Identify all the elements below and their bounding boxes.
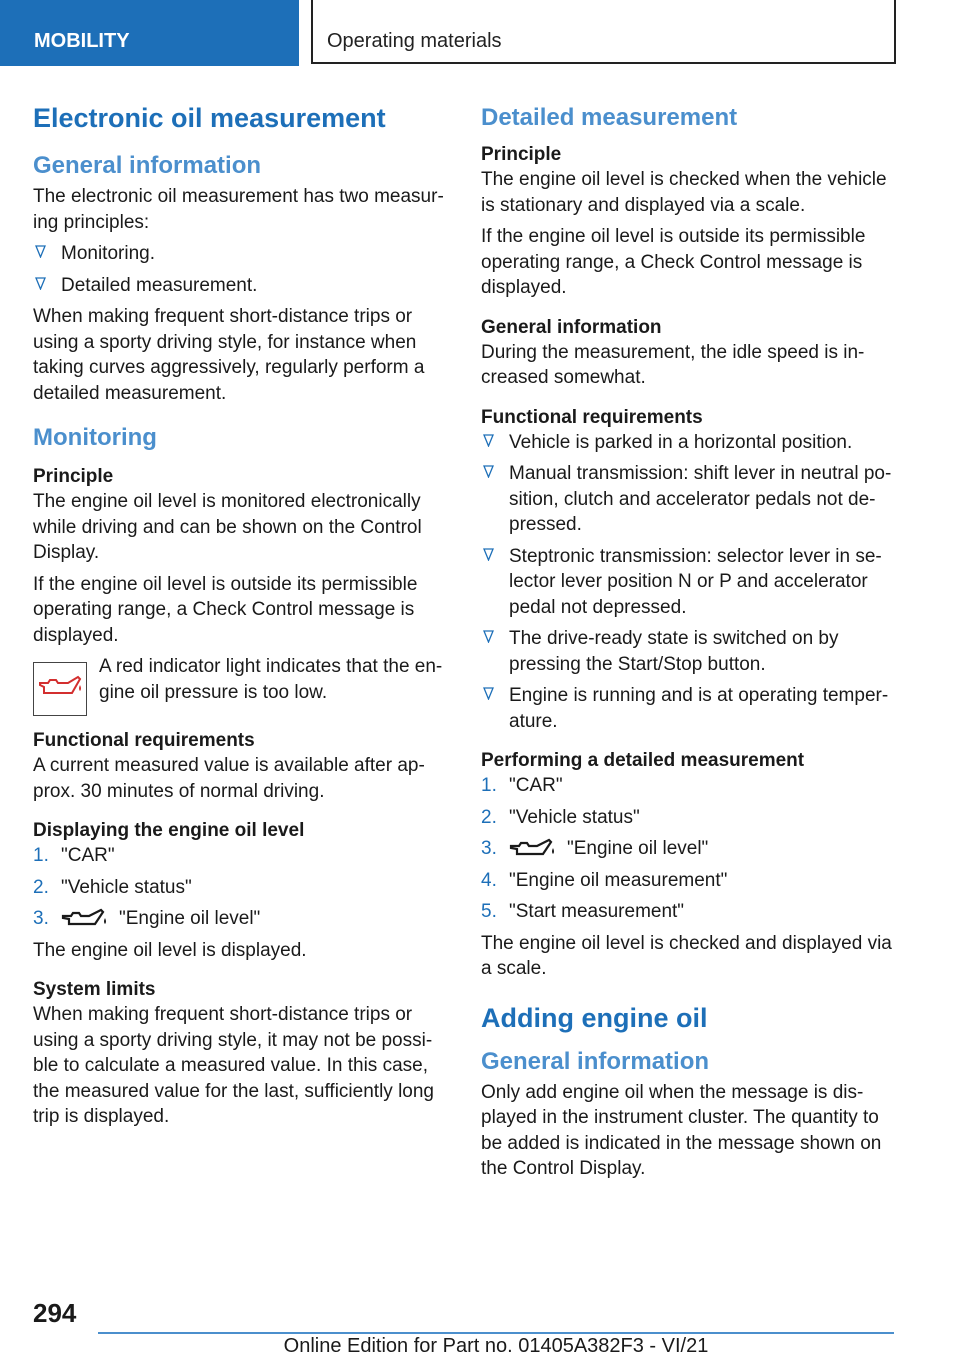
paragraph: When making frequent short-distance trips or using a sporty driving style, for instance when taking curves aggressively, regularly perform a detailed measurement. bbox=[33, 306, 425, 404]
list-item: 5. "Start measurement" bbox=[481, 901, 685, 922]
minor-heading-general-information: General information bbox=[481, 316, 662, 338]
paragraph: A current measured value is available after ap-prox. 30 minutes of normal driving. bbox=[33, 755, 425, 802]
list-item: 2. "Vehicle status" bbox=[481, 806, 640, 828]
numbered-list bbox=[33, 843, 448, 932]
triangle-bullet-icon bbox=[483, 434, 494, 447]
list-item: 3. "Engine oil level" bbox=[481, 838, 709, 859]
list-item: 2. "Vehicle status" bbox=[33, 876, 192, 898]
triangle-bullet-icon bbox=[35, 277, 46, 290]
list-item: Manual transmission: shift lever in neutral po-sition, clutch and accelerator pedals not de-pressed. bbox=[481, 461, 896, 538]
subheading-monitoring: Monitoring bbox=[33, 424, 157, 451]
subheading-detailed-measurement: Detailed measurement bbox=[481, 104, 738, 131]
list-item: Engine is running and is at operating temper-ature. bbox=[481, 683, 896, 734]
section-tab: MOBILITY bbox=[0, 0, 299, 66]
minor-heading-displaying-oil-level: Displaying the engine oil level bbox=[33, 820, 305, 841]
left-column bbox=[33, 96, 448, 1136]
warning-text: A red indicator light indicates that the en-gine oil pressure is too low. bbox=[99, 656, 443, 703]
list-item: Monitoring. bbox=[33, 241, 448, 267]
subheading-general-information: General information bbox=[481, 1047, 710, 1075]
paragraph: If the engine oil level is outside its permissible operating range, a Check Control message is displayed. bbox=[33, 573, 418, 646]
paragraph: Only add engine oil when the message is dis-played in the instrument cluster. The quantity to be added is indicated in the message shown on the Control Display. bbox=[481, 1081, 882, 1179]
section-heading-adding-oil: Adding engine oil bbox=[481, 1002, 708, 1033]
list-item: Detailed measurement. bbox=[33, 273, 448, 299]
section-heading-electronic-oil: Electronic oil measurement bbox=[33, 103, 386, 133]
list-item: 4. "Engine oil measurement" bbox=[481, 869, 728, 891]
paragraph: The engine oil level is monitored electronically while driving and can be shown on the Control Display. bbox=[33, 491, 422, 563]
list-item: Steptronic transmission: selector lever in se-lector lever position N or P and accelerator pedal not depressed. bbox=[481, 544, 896, 621]
page-number: 294 bbox=[33, 1298, 77, 1328]
numbered-list bbox=[481, 773, 896, 925]
list-item: The drive-ready state is switched on by pressing the Start/Stop button. bbox=[481, 626, 896, 677]
paragraph: The engine oil level is checked and displayed via a scale. bbox=[481, 932, 892, 979]
list-item: 1. "CAR" bbox=[481, 775, 563, 796]
subheading-general-information: General information bbox=[33, 152, 262, 179]
paragraph: The engine oil level is displayed. bbox=[33, 939, 307, 961]
list-item: 3. "Engine oil level" bbox=[33, 908, 261, 929]
edition-note: Online Edition for Part no. 01405A382F3 - VI/21 bbox=[283, 1335, 709, 1357]
minor-heading-principle: Principle bbox=[481, 144, 562, 165]
chapter-title: Operating materials bbox=[311, 0, 896, 64]
triangle-bullet-icon bbox=[35, 245, 46, 258]
paragraph: During the measurement, the idle speed is in-creased somewhat. bbox=[481, 341, 865, 388]
paragraph: When making frequent short-distance trips or using a sporty driving style, it may not be possi-ble to calculate a measured value. In this case, the measured value for the last, sufficiently long trip is displayed. bbox=[33, 1004, 434, 1127]
oil-pressure-indicator-icon bbox=[33, 662, 87, 716]
list-item: 1. "CAR" bbox=[33, 845, 115, 866]
minor-heading-functional-requirements: Functional requirements bbox=[33, 730, 255, 751]
bullet-list bbox=[481, 430, 896, 735]
right-column bbox=[481, 96, 896, 1188]
triangle-bullet-icon bbox=[483, 548, 494, 561]
oil-can-icon bbox=[61, 908, 109, 930]
paragraph: The engine oil level is checked when the vehicle is stationary and displayed via a scale. bbox=[481, 169, 887, 216]
bullet-list bbox=[33, 241, 448, 298]
minor-heading-functional-requirements: Functional requirements bbox=[481, 406, 703, 428]
paragraph: The electronic oil measurement has two measur-ing principles: bbox=[33, 186, 444, 233]
warning-note bbox=[33, 654, 448, 714]
triangle-bullet-icon bbox=[483, 465, 494, 478]
triangle-bullet-icon bbox=[483, 630, 494, 643]
page-header bbox=[0, 0, 960, 66]
triangle-bullet-icon bbox=[483, 687, 494, 700]
paragraph: If the engine oil level is outside its permissible operating range, a Check Control message is displayed. bbox=[481, 226, 866, 298]
oil-can-icon bbox=[509, 838, 557, 860]
minor-heading-system-limits: System limits bbox=[33, 979, 156, 1000]
list-item: Vehicle is parked in a horizontal position. bbox=[481, 430, 896, 456]
minor-heading-performing-measurement: Performing a detailed measurement bbox=[481, 750, 805, 771]
minor-heading-principle: Principle bbox=[33, 466, 114, 487]
